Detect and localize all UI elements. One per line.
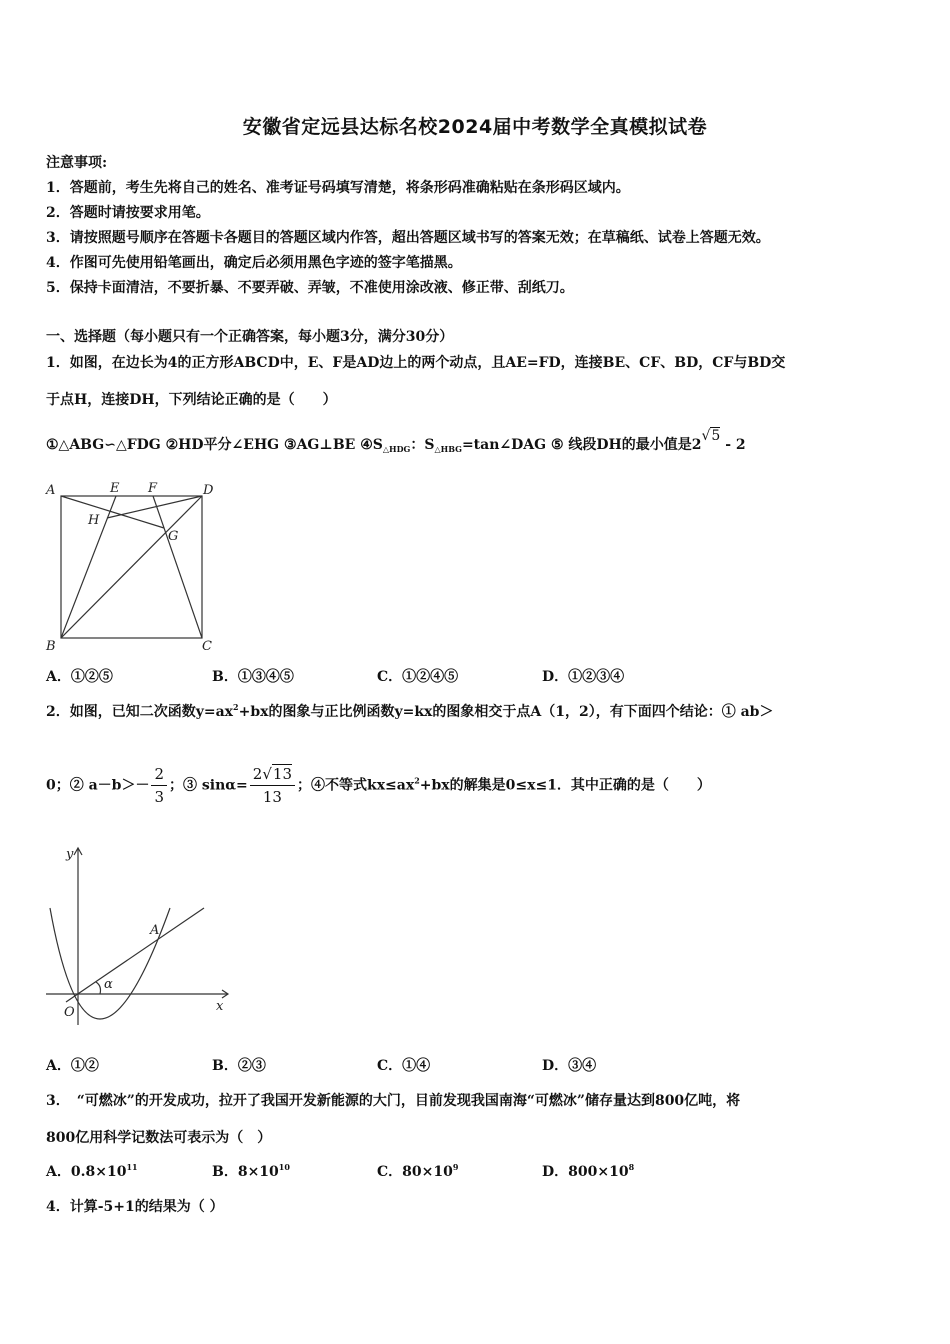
label-alpha: α xyxy=(104,977,113,992)
radicand: 5 xyxy=(711,428,721,444)
fraction-two-thirds xyxy=(151,765,167,806)
notice-item: 5．保持卡面清洁，不要折暴、不要弄破、弄皱，不准使用涂改液、修正带、刮纸刀。 xyxy=(46,280,574,296)
label-h: H xyxy=(88,513,100,528)
label-e: E xyxy=(110,481,120,496)
q2-stem-part: ；④不等式kx≤ax xyxy=(297,777,415,794)
q1-stem-line2: 于点H，连接DH，下列结论正确的是（ ） xyxy=(46,392,337,408)
radicand: 13 xyxy=(272,765,292,783)
q1-stem-line1: 1．如图，在边长为4的正方形ABCD中，E、F是AD边上的两个动点，且AE=FD，连接BE、CF、BD，CF与BD交 xyxy=(46,355,786,371)
notice-item: 1．答题前，考生先将自己的姓名、准考证号码填写清楚，将条形码准确粘贴在条形码区域内。 xyxy=(46,180,630,196)
denominator: 13 xyxy=(262,788,282,806)
angle-arc xyxy=(96,982,101,994)
denominator: 3 xyxy=(154,788,165,806)
q2-option-c[interactable]: C．①④ xyxy=(377,1058,431,1074)
q1-option-d[interactable]: D．①②③④ xyxy=(542,669,625,685)
notice-item: 3．请按照题号顺序在答题卡各题目的答题区域内作答，超出答题区域书写的答案无效；在草稿纸、试卷上答题无效。 xyxy=(46,230,770,246)
q3-option-b[interactable] xyxy=(212,1161,290,1181)
superscript: 2 xyxy=(233,702,239,712)
superscript: 2 xyxy=(414,775,420,786)
q1-conclusions-part1: ①△ABG∽△FDG ②HD平分∠EHG ③AG⊥BE ④S xyxy=(46,437,383,453)
label-x: x xyxy=(216,999,224,1014)
q2-option-b[interactable]: B．②③ xyxy=(212,1058,266,1074)
coefficient: 2 xyxy=(252,765,263,783)
q1-conclusions xyxy=(46,428,746,454)
q2-stem-part: ；③ sinα= xyxy=(169,777,248,794)
option-base: A．0.8×10 xyxy=(46,1164,127,1180)
numerator: 2 xyxy=(151,765,167,786)
label-b: B xyxy=(46,639,56,654)
q3-option-c[interactable] xyxy=(377,1161,458,1181)
radical-sign: √ xyxy=(262,765,272,783)
q1-conclusions-part2: ：S xyxy=(410,437,435,453)
q2-stem-part: 2．如图，已知二次函数y=ax xyxy=(46,704,234,720)
q3-option-d[interactable] xyxy=(542,1161,634,1181)
label-c: C xyxy=(202,639,212,654)
q1-conclusions-part3: =tan∠DAG ⑤ 线段DH的最小值是2 xyxy=(461,437,702,453)
notice-item: 4．作图可先使用铅笔画出，确定后必须用黑色字迹的签字笔描黑。 xyxy=(46,255,462,271)
option-exponent: 9 xyxy=(452,1162,459,1172)
label-a: A xyxy=(46,483,56,498)
label-y: y xyxy=(66,847,74,862)
q2-stem-part: 0；② a－b＞－ xyxy=(46,777,150,794)
section-heading: 一、选择题（每小题只有一个正确答案，每小题3分，满分30分） xyxy=(46,329,454,345)
q1-option-a[interactable]: A．①②⑤ xyxy=(46,669,113,685)
q1-option-c[interactable]: C．①②④⑤ xyxy=(377,669,459,685)
option-exponent: 10 xyxy=(278,1162,290,1172)
q1-sub-hbg: △HBG xyxy=(434,444,462,454)
sqrt-5 xyxy=(701,428,720,444)
option-exponent: 11 xyxy=(126,1162,138,1172)
option-base: B．8×10 xyxy=(212,1164,279,1180)
segment-ag xyxy=(61,496,164,528)
q2-graph-figure xyxy=(40,840,240,1030)
fraction-sin-alpha xyxy=(250,765,295,806)
q2-stem-part: +bx的解集是0≤x≤1．其中正确的是（ ） xyxy=(419,777,711,794)
notice-heading: 注意事项: xyxy=(46,155,108,171)
q4-stem-line1: 4．计算-5+1的结果为（ ） xyxy=(46,1199,224,1215)
q3-stem-line1: 3． “可燃冰”的开发成功，拉开了我国开发新能源的大门，目前发现我国南海“可燃冰”储存量达到800亿吨，将 xyxy=(46,1093,741,1109)
label-a: A xyxy=(150,923,160,938)
q2-stem-line1 xyxy=(46,701,773,721)
label-o: O xyxy=(64,1005,75,1020)
page-title: 安徽省定远县达标名校2024届中考数学全真模拟试卷 xyxy=(242,116,708,138)
option-exponent: 8 xyxy=(628,1162,635,1172)
q1-sub-hdg: △HDG xyxy=(382,444,411,454)
q2-stem-part: +bx的图象与正比例函数y=kx的图象相交于点A（1，2），有下面四个结论：① ab＞ xyxy=(238,704,774,720)
radical-sign: √ xyxy=(701,428,711,444)
numerator xyxy=(250,765,295,786)
q2-option-d[interactable]: D．③④ xyxy=(542,1058,597,1074)
label-f: F xyxy=(148,481,158,496)
q1-option-b[interactable]: B．①③④⑤ xyxy=(212,669,294,685)
option-base: D．800×10 xyxy=(542,1164,629,1180)
q1-square-figure xyxy=(40,476,230,656)
segment-cf xyxy=(153,496,202,638)
q1-conclusions-tail: - 2 xyxy=(720,437,746,453)
q2-stem-line2 xyxy=(46,765,711,806)
q3-option-a[interactable] xyxy=(46,1161,138,1181)
label-d: D xyxy=(203,483,214,498)
label-g: G xyxy=(168,529,179,544)
option-base: C．80×10 xyxy=(377,1164,453,1180)
q3-stem-line2: 800亿用科学记数法可表示为（ ） xyxy=(46,1130,272,1146)
q2-option-a[interactable]: A．①② xyxy=(46,1058,99,1074)
notice-item: 2．答题时请按要求用笔。 xyxy=(46,205,210,221)
